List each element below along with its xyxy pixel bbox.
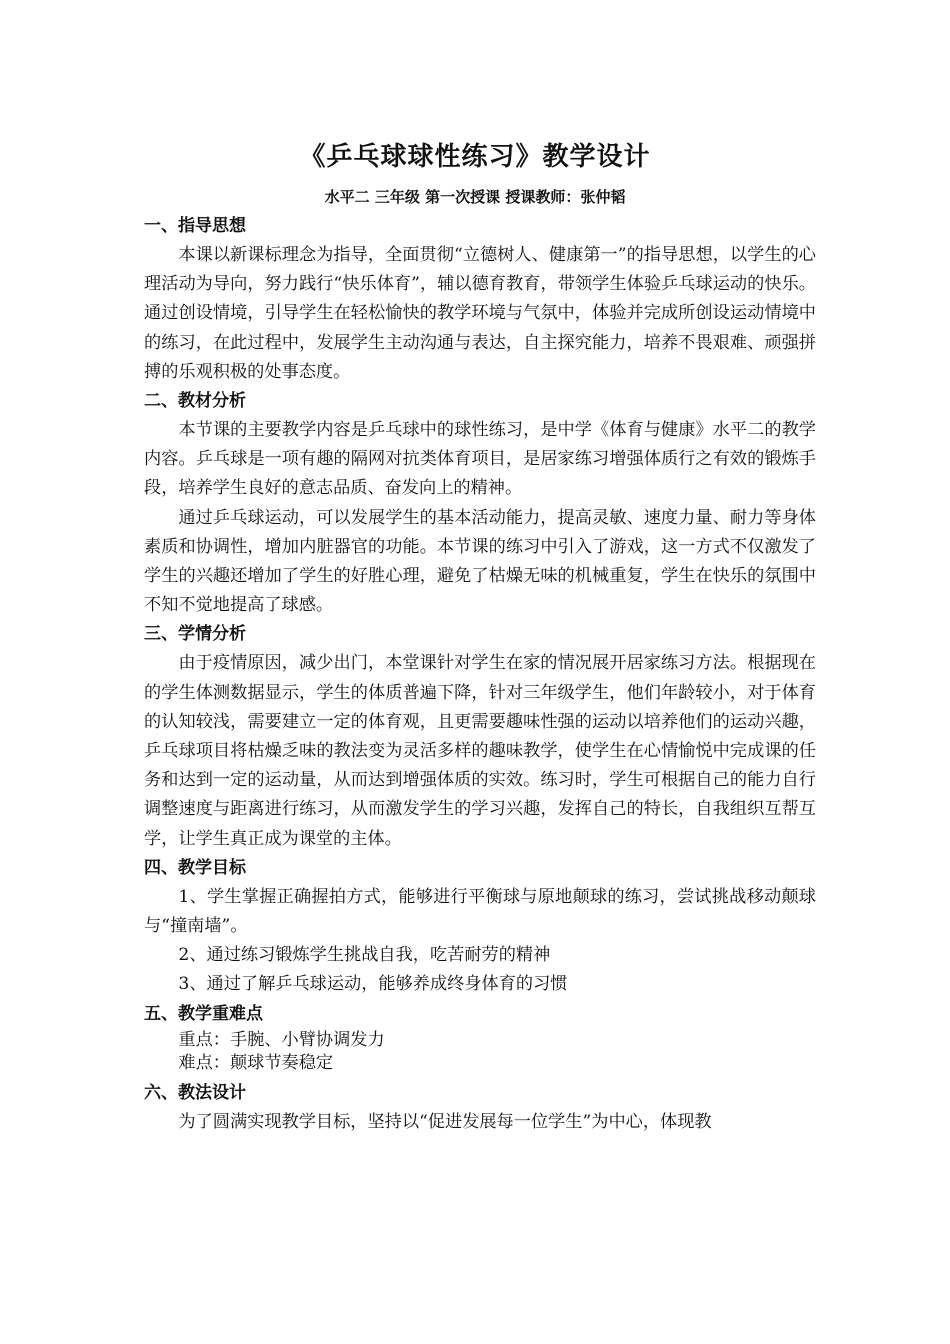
goal-item: 3、通过了解乒乓球运动，能够养成终身体育的习惯 bbox=[178, 974, 568, 995]
section-student-analysis bbox=[144, 620, 816, 853]
document-subtitle: 水平二 三年级 第一次授课 授课教师：张仲韬 bbox=[324, 188, 626, 206]
section-key-difficult-points bbox=[144, 1000, 816, 1079]
section-heading: 四、教学目标 bbox=[144, 857, 246, 878]
paragraph: 由于疫情原因，减少出门，本堂课针对学生在家的情况展开居家练习方法。根据现在的学生体测数据显示，学生的体质普遍下降，针对三年级学生，他们年龄较小，对于体育的认知较浅，需要建立一定的体育观，且更需要趣味性强的运动以培养他们的运动兴趣，乒乓球项目将枯燥乏味的教法变为灵活多样的趣味教学，使学生在心情愉悦中完成课的任务和达到一定的运动量，从而达到增强体质的实效。练习时，学生可根据自己的能力自行调整速度与距离进行练习，从而激发学生的学习兴趣，发挥自己的特长，自我组织互帮互学，让学生真正成为课堂的主体。 bbox=[144, 653, 816, 849]
difficult-point: 难点：颠球节奏稳定 bbox=[178, 1052, 334, 1073]
section-heading: 一、指导思想 bbox=[144, 216, 246, 236]
section-teaching-goals bbox=[144, 854, 816, 1000]
section-guiding-ideology bbox=[144, 212, 816, 387]
paragraph: 为了圆满实现教学目标，坚持以“促进发展每一位学生”为中心，体现教 bbox=[178, 1111, 712, 1132]
section-heading: 五、教学重难点 bbox=[144, 1003, 263, 1024]
section-material-analysis bbox=[144, 387, 816, 620]
section-heading: 六、教法设计 bbox=[144, 1082, 246, 1103]
paragraph: 本节课的主要教学内容是乒乓球中的球性练习，是中学《体育与健康》水平二的教学内容。乒乓球是一项有趣的隔网对抗类体育项目，是居家练习增强体质行之有效的锻炼手段，培养学生良好的意志品质、奋发向上的精神。 bbox=[144, 420, 816, 499]
goal-item: 2、通过练习锻炼学生挑战自我，吃苦耐劳的精神 bbox=[178, 945, 551, 966]
document-body bbox=[144, 212, 816, 1137]
document-title: 《乒乓球球性练习》教学设计 bbox=[299, 142, 651, 172]
section-heading: 三、学情分析 bbox=[144, 624, 246, 645]
key-point: 重点：手腕、小臂协调发力 bbox=[178, 1029, 385, 1050]
paragraph: 本课以新课标理念为指导，全面贯彻“立德树人、健康第一”的指导思想，以学生的心理活动为导向，努力践行“快乐体育”，辅以德育教育，带领学生体验乒乓球运动的快乐。通过创设情境，引导学生在轻松愉快的教学环境与气氛中，体验并完成所创设运动情境中的练习，在此过程中，发展学生主动沟通与表达，自主探究能力，培养不畏艰难、顽强拼搏的乐观积极的处事态度。 bbox=[144, 245, 816, 382]
section-heading: 二、教材分析 bbox=[144, 391, 246, 412]
paragraph: 通过乒乓球运动，可以发展学生的基本活动能力，提高灵敏、速度力量、耐力等身体素质和协调性，增加内脏器官的功能。本节课的练习中引入了游戏，这一方式不仅激发了学生的兴趣还增加了学生的好胜心理，避免了枯燥无味的机械重复，学生在快乐的氛围中不知不觉地提高了球感。 bbox=[144, 507, 816, 616]
section-teaching-method bbox=[144, 1079, 816, 1137]
goal-item: 1、学生掌握正确握拍方式，能够进行平衡球与原地颠球的练习，尝试挑战移动颠球与“撞南墙”。 bbox=[144, 886, 816, 937]
